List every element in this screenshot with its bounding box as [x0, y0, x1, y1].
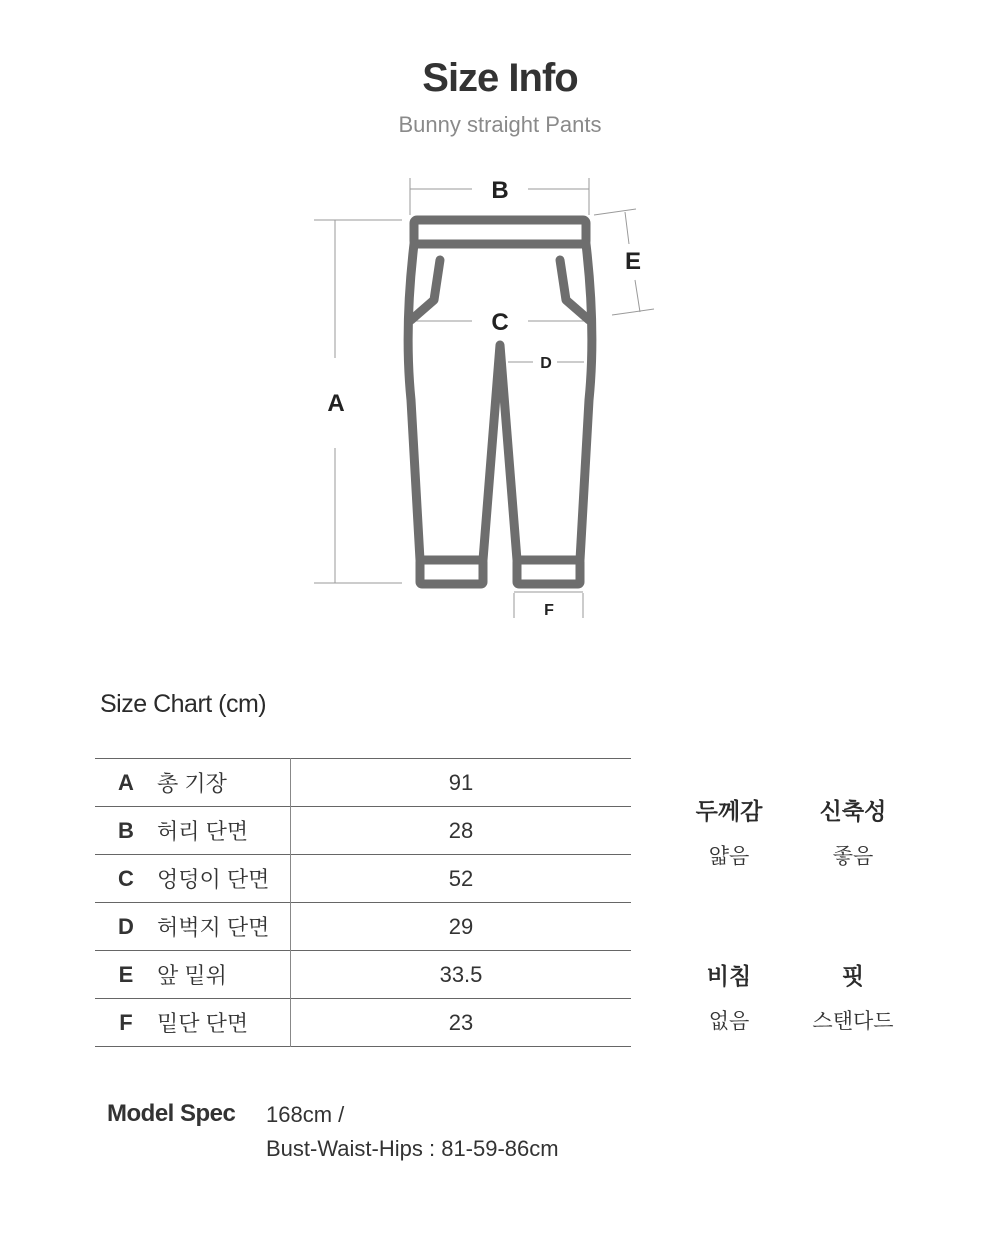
table-row: [95, 807, 631, 855]
attr-thickness: [659, 793, 799, 870]
row-name: 총 기장: [157, 759, 291, 807]
row-name: 앞 밑위: [157, 951, 291, 999]
row-value: 91: [448, 769, 474, 795]
attr-key: 핏: [841, 963, 865, 989]
label-a: A: [327, 390, 345, 417]
attr-value: 얇음: [708, 845, 750, 868]
row-code: D: [118, 913, 134, 939]
attr-sheerness: [659, 958, 799, 1035]
row-name: 엉덩이 단면: [157, 855, 291, 903]
row-value: 28: [448, 817, 474, 843]
row-name: 허리 단면: [157, 807, 291, 855]
model-spec-label: Model Spec: [107, 1100, 236, 1127]
product-name: Bunny straight Pants: [398, 112, 602, 137]
table-row: [95, 999, 631, 1047]
label-d: D: [540, 355, 552, 372]
pants-outline: [408, 220, 592, 584]
row-name: 밑단 단면: [157, 999, 291, 1047]
attr-key: 비침: [706, 963, 752, 989]
row-code: A: [118, 769, 134, 795]
label-c: C: [491, 309, 509, 336]
model-height: 168cm /: [266, 1102, 345, 1127]
page-title: Size Info: [422, 56, 578, 100]
row-code: E: [118, 961, 134, 987]
table-row: [95, 903, 631, 951]
table-row: [95, 951, 631, 999]
row-code: C: [118, 865, 134, 891]
row-code: F: [119, 1009, 133, 1035]
size-chart-heading: Size Chart (cm): [100, 690, 267, 718]
model-measurements: Bust-Waist-Hips : 81-59-86cm: [266, 1136, 559, 1161]
table-row: [95, 855, 631, 903]
row-code: B: [118, 817, 134, 843]
row-value: 29: [448, 913, 474, 939]
row-value: 52: [448, 865, 474, 891]
attr-value: 좋음: [832, 845, 874, 868]
size-table: [95, 758, 631, 1047]
attr-key: 두께감: [695, 798, 763, 824]
label-b: B: [491, 177, 509, 204]
attr-value: 스탠다드: [812, 1010, 894, 1033]
attr-fit: [783, 958, 923, 1035]
label-f: F: [544, 602, 554, 619]
attr-value: 없음: [708, 1010, 750, 1033]
attr-stretch: [783, 793, 923, 870]
row-name: 허벅지 단면: [157, 903, 291, 951]
attr-key: 신축성: [819, 798, 887, 824]
table-row: [95, 759, 631, 807]
label-e: E: [624, 248, 642, 275]
row-value: 23: [448, 1009, 474, 1035]
row-value: 33.5: [439, 961, 483, 987]
